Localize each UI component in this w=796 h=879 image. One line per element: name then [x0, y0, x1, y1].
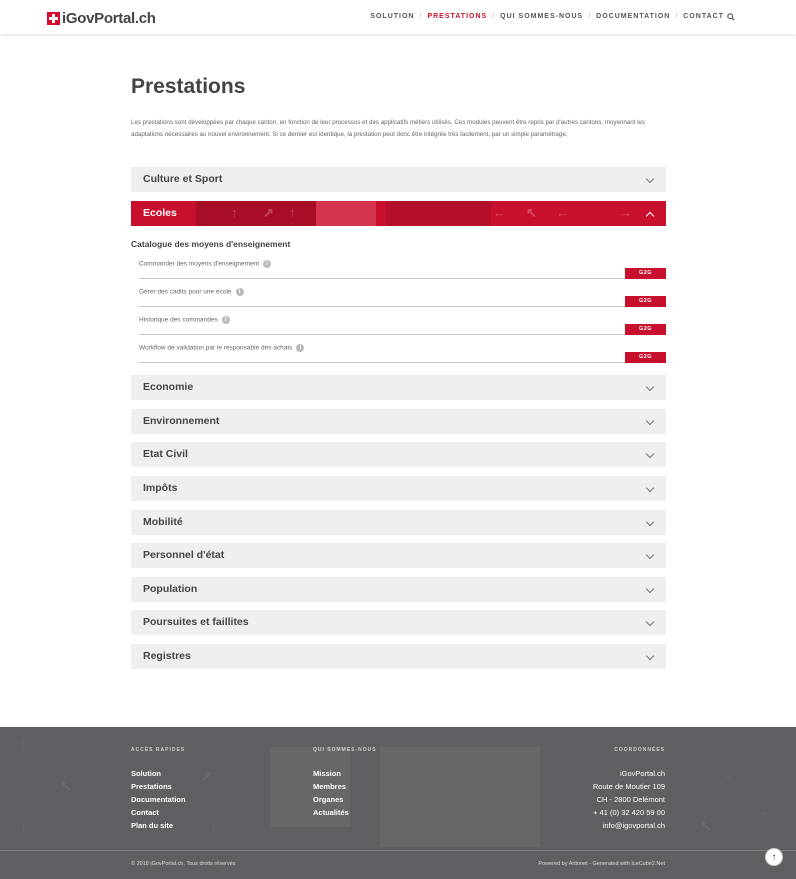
arrow-left-icon: ← — [556, 205, 569, 220]
arrow-up-icon: ↑ — [771, 851, 777, 863]
nav-prestations[interactable]: PRESTATIONS — [427, 13, 488, 20]
footer-link-organes[interactable]: Organes — [313, 795, 344, 804]
service-row[interactable] — [139, 315, 666, 335]
nav-qui-sommes-nous[interactable]: QUI SOMMES-NOUS — [500, 13, 584, 20]
contact-email[interactable]: info@igovportal.ch — [602, 821, 665, 830]
footer-col-title: ACCÈS RAPIDES — [131, 747, 186, 753]
footer-link-solution[interactable]: Solution — [131, 769, 161, 778]
arrow-down-icon: ↓ — [210, 817, 218, 834]
arrow-up-right-icon: ↗ — [200, 768, 213, 785]
info-icon[interactable]: i — [263, 260, 271, 268]
header-band — [386, 201, 491, 226]
nav-separator: / — [675, 13, 679, 20]
arrow-up-icon: ↑ — [760, 807, 768, 824]
g2g-badge: G2G — [625, 268, 666, 279]
arrow-up-icon: ↑ — [289, 205, 296, 220]
arrow-up-icon: ↑ — [231, 205, 238, 220]
chevron-down-icon — [646, 484, 654, 492]
chevron-up-icon — [646, 212, 654, 220]
accordion-label: Etat Civil — [143, 448, 188, 460]
accordion-label: Economie — [143, 381, 194, 393]
footer-link-documentation[interactable]: Documentation — [131, 795, 186, 804]
footer-divider — [0, 850, 796, 851]
chevron-down-icon — [646, 618, 654, 626]
accordion-label: Registres — [143, 650, 191, 662]
header-band — [316, 201, 376, 226]
arrow-left-icon: ← — [493, 205, 506, 220]
quick-links — [131, 767, 186, 832]
accordion-label: Ecoles — [143, 207, 177, 219]
accordion-label: Mobilité — [143, 516, 183, 528]
nav-documentation[interactable]: DOCUMENTATION — [596, 13, 671, 20]
arrow-down-icon: ↓ — [20, 817, 28, 834]
accordion-mobilite[interactable] — [131, 510, 666, 535]
arrow-up-right-icon: ↗ — [263, 205, 274, 220]
header-band — [196, 201, 316, 226]
footer-col-title: QUI SOMMES-NOUS — [313, 747, 377, 753]
search-icon[interactable] — [727, 13, 735, 21]
accordion-environnement[interactable] — [131, 409, 666, 434]
footer-col-title: COORDONNÉES — [614, 747, 665, 753]
accordion-poursuites-et-faillites[interactable] — [131, 610, 666, 635]
logo-text: iGovPortal.ch — [62, 10, 156, 27]
service-label[interactable]: Workflow de validation par le responsable des achats — [139, 344, 293, 352]
arrow-up-left-icon: ↖ — [60, 778, 73, 795]
accordion-culture-et-sport[interactable] — [131, 167, 666, 192]
site-header — [0, 0, 796, 34]
info-icon[interactable]: i — [296, 344, 304, 352]
service-label[interactable]: Gérer des cadits pour une école — [139, 288, 232, 296]
accordion-economie[interactable] — [131, 375, 666, 400]
powered-by-text[interactable]: Powered by Artionet - Generated with IceCube2.Net — [538, 861, 665, 867]
footer-link-membres[interactable]: Membres — [313, 782, 346, 791]
intro-text: Les prestations sont développées par chaque canton, en fonction de leur processus et des applicatifs métiers utilisés. Ces modules peuvent être repris par d'autres cantons, moyennant les adaptations nécessaires au nouvel environnement. Si ce dernier est identique, la prestation peut donc être intégrée très facilement, par un simple paramétrage. — [131, 119, 646, 138]
contact-phone[interactable]: + 41 (0) 32 420 59 00 — [593, 808, 665, 817]
chevron-down-icon — [646, 585, 654, 593]
service-label-group[interactable] — [139, 344, 304, 352]
g2g-badge: G2G — [625, 296, 666, 307]
arrow-up-left-icon: ↖ — [700, 818, 713, 835]
footer-link-plan-du-site[interactable]: Plan du site — [131, 821, 174, 830]
site-logo[interactable] — [47, 10, 156, 27]
accordion-etat-civil[interactable] — [131, 442, 666, 467]
service-label[interactable]: Historique des commandes — [139, 316, 218, 324]
swiss-flag-icon — [47, 12, 60, 25]
nav-contact[interactable]: CONTACT — [683, 13, 724, 20]
service-row[interactable] — [139, 287, 666, 307]
info-icon[interactable]: i — [222, 316, 230, 324]
accordion-label: Environnement — [143, 415, 220, 427]
accordion-personnel-d-etat[interactable] — [131, 543, 666, 568]
copyright-text: © 2018 iGovPortal.ch. Tous droits réservés — [131, 861, 236, 867]
g2g-badge: G2G — [625, 324, 666, 335]
nav-separator: / — [492, 13, 496, 20]
chevron-down-icon — [646, 652, 654, 660]
accordion-ecoles[interactable] — [131, 201, 666, 226]
accordion-impots[interactable] — [131, 476, 666, 501]
accordion-population[interactable] — [131, 577, 666, 602]
chevron-down-icon — [646, 383, 654, 391]
site-footer — [0, 727, 796, 879]
footer-link-prestations[interactable]: Prestations — [131, 782, 172, 791]
service-row[interactable] — [139, 259, 666, 279]
service-label-group[interactable] — [139, 260, 271, 268]
accordion-label: Personnel d'état — [143, 549, 225, 561]
footer-link-actualites[interactable]: Actualités — [313, 808, 349, 817]
nav-separator: / — [588, 13, 592, 20]
contact-name: iGovPortal.ch — [619, 769, 665, 778]
chevron-down-icon — [646, 518, 654, 526]
service-label-group[interactable] — [139, 288, 244, 296]
contact-city: CH - 2800 Delémont — [596, 795, 665, 804]
arrow-up-icon: ↑ — [20, 737, 28, 754]
chevron-down-icon — [646, 175, 654, 183]
arrow-right-icon: → — [720, 767, 735, 784]
nav-separator: / — [419, 13, 423, 20]
contact-address: Route de Moutier 109 — [592, 782, 665, 791]
accordion-label: Impôts — [143, 482, 178, 494]
chevron-down-icon — [646, 551, 654, 559]
accordion-label: Culture et Sport — [143, 173, 223, 185]
page-title: Prestations — [131, 75, 246, 98]
arrow-up-left-icon: ↖ — [526, 205, 537, 220]
service-label[interactable]: Commander des moyens d'enseignement — [139, 260, 260, 268]
footer-link-contact[interactable]: Contact — [131, 808, 159, 817]
about-links — [313, 767, 349, 819]
back-to-top-button[interactable] — [765, 848, 783, 866]
footer-link-mission[interactable]: Mission — [313, 769, 341, 778]
chevron-down-icon — [646, 417, 654, 425]
main-nav — [370, 13, 724, 20]
accordion-label: Poursuites et faillites — [143, 616, 249, 628]
catalogue-title: Catalogue des moyens d'enseignement — [131, 239, 291, 249]
footer-decoration — [380, 747, 540, 847]
chevron-down-icon — [646, 450, 654, 458]
accordion-registres[interactable] — [131, 644, 666, 669]
info-icon[interactable]: i — [236, 288, 244, 296]
contact-details — [593, 767, 665, 832]
g2g-badge: G2G — [625, 352, 666, 363]
service-row[interactable] — [139, 343, 666, 363]
arrow-right-icon: → — [619, 205, 632, 220]
service-label-group[interactable] — [139, 316, 230, 324]
nav-solution[interactable]: SOLUTION — [370, 13, 415, 20]
accordion-label: Population — [143, 583, 198, 595]
